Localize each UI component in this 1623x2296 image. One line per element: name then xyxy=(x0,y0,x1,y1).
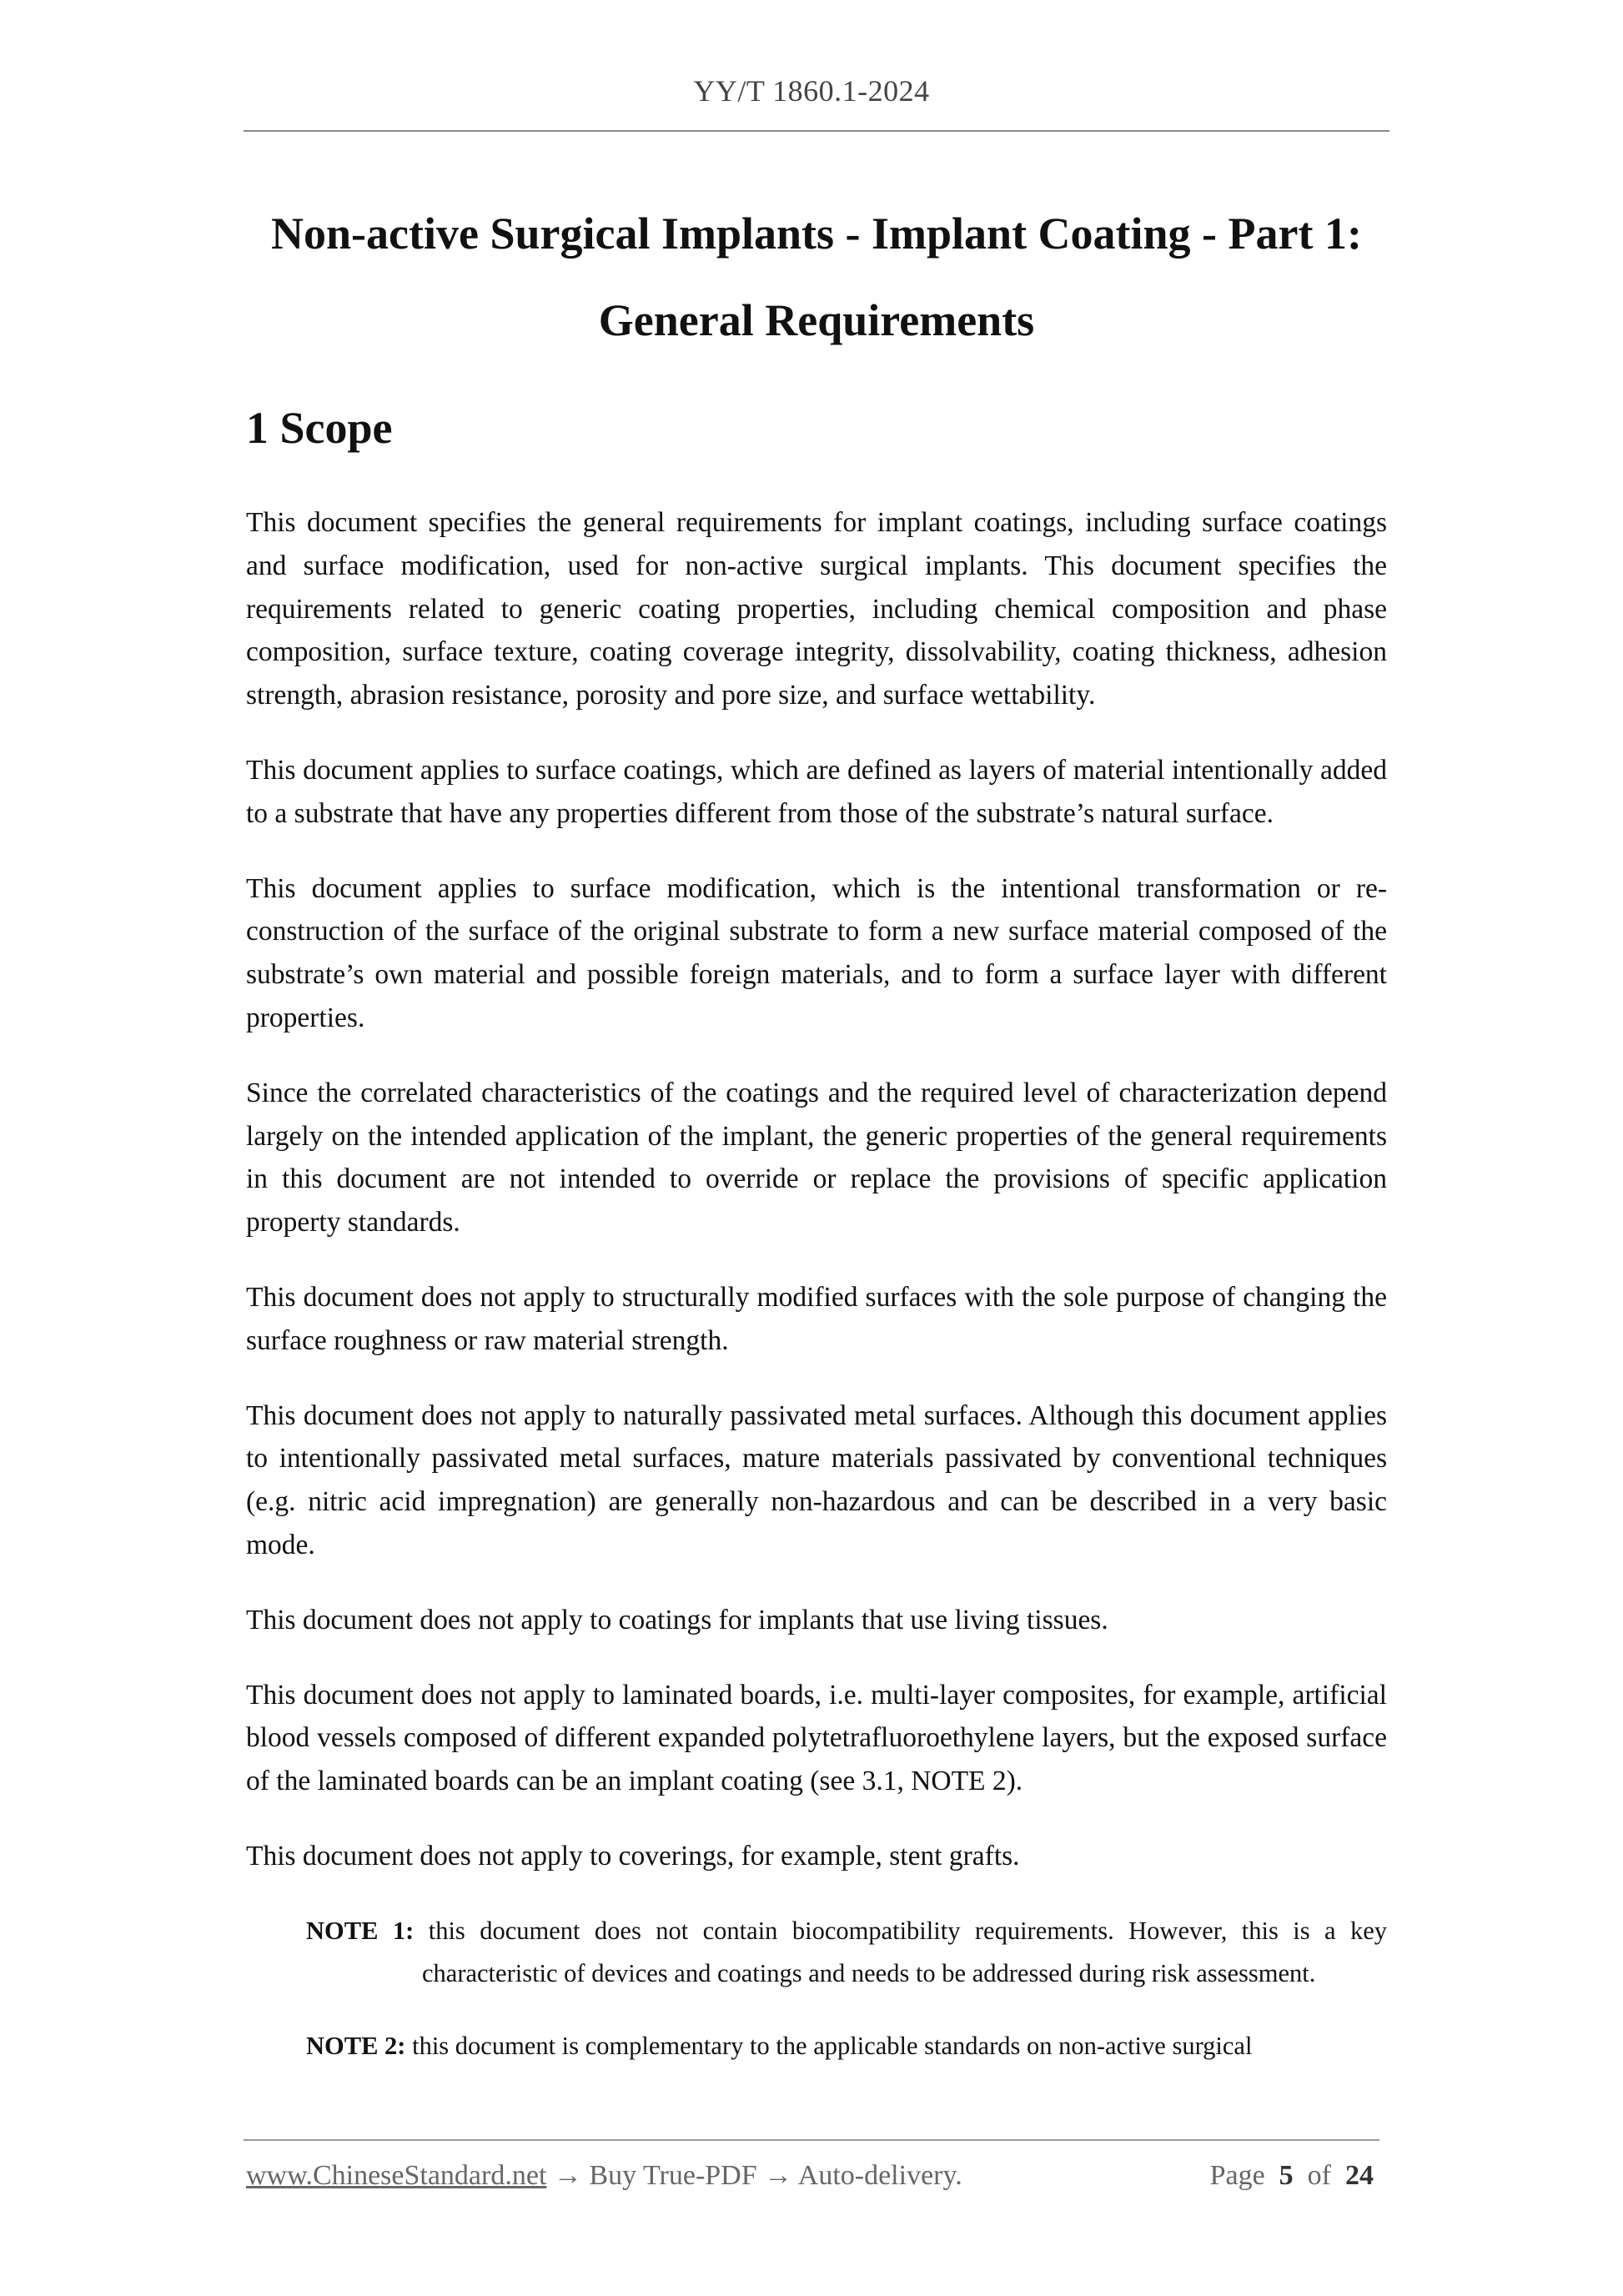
arrow-right-icon: → xyxy=(553,2160,582,2191)
document-title xyxy=(244,190,1389,364)
current-page-number: 5 xyxy=(1279,2160,1294,2191)
scope-paragraph: This document does not apply to laminated boards, i.e. multi-layer composites, for example, artificial blood vessels composed of different expanded polytetrafluoroethylene layers, but the exposed surface of the laminated boards can be an implant coating (see 3.1, NOTE 2). xyxy=(246,1679,1387,1797)
scope-paragraph: This document applies to surface coatings, which are defined as layers of material intentionally added to a substrate that have any properties different from those of the substrate’s natural surface. xyxy=(246,754,1387,829)
arrow-right-icon: → xyxy=(764,2160,793,2191)
scope-paragraph: This document does not apply to structurally modified surfaces with the sole purpose of changing the surface roughness or raw material strength. xyxy=(246,1281,1387,1356)
page-indicator xyxy=(1210,2160,1374,2192)
of-label: of xyxy=(1307,2160,1331,2191)
document-title-line-2: General Requirements xyxy=(598,295,1035,345)
auto-delivery-text: Auto-delivery. xyxy=(797,2160,962,2191)
note-1 xyxy=(246,1910,1387,1995)
note-2-label: NOTE 2: xyxy=(306,2031,406,2060)
scope-paragraph: This document does not apply to naturally passivated metal surfaces. Although this document applies to intentionally passivated metal surfaces, mature materials passivated by conventional techniques (e.g. nitric acid impregnation) are generally non-hazardous and can be described in a very basic mode. xyxy=(246,1399,1387,1560)
page-label: Page xyxy=(1209,2160,1265,2191)
scope-body xyxy=(246,501,1387,2098)
header-divider xyxy=(244,130,1389,132)
section-heading-scope: 1 Scope xyxy=(246,403,393,453)
note-2 xyxy=(246,2025,1387,2067)
buy-true-pdf-text: Buy True-PDF xyxy=(589,2160,757,2191)
document-title-line-1: Non-active Surgical Implants - Implant Coating - Part 1: xyxy=(271,208,1362,259)
scope-paragraph: Since the correlated characteristics of the coatings and the required level of characterization depend largely on the intended application of the implant, the generic properties of the general requirements in this document are not intended to override or replace the provisions of specific application property standards. xyxy=(246,1077,1387,1238)
total-pages-number: 24 xyxy=(1345,2160,1374,2191)
note-2-text: this document is complementary to the applicable standards on non-active surgical xyxy=(412,2031,1253,2060)
footer-promo xyxy=(246,2160,962,2192)
scope-paragraph: This document does not apply to coatings for implants that use living tissues. xyxy=(246,1604,1108,1635)
note-1-text: this document does not contain biocompatibility requirements. However, this is a key characteristic of devices and coatings and needs to be addressed during risk assessment. xyxy=(422,1916,1388,1987)
scope-paragraph: This document does not apply to coverings, for example, stent grafts. xyxy=(246,1840,1020,1871)
note-1-label: NOTE 1: xyxy=(306,1916,415,1945)
scope-paragraph: This document specifies the general requirements for implant coatings, including surface coatings and surface modification, used for non-active surgical implants. This document specifies the requirements related to generic coating properties, including chemical composition and phase composition, surface texture, coating coverage integrity, dissolvability, coating thickness, adhesion strength, abrasion resistance, porosity and pore size, and surface wettability. xyxy=(246,507,1387,711)
document-code-header: YY/T 1860.1-2024 xyxy=(693,74,930,108)
website-link[interactable]: www.ChineseStandard.net xyxy=(246,2160,547,2191)
footer-divider xyxy=(244,2139,1379,2141)
scope-paragraph: This document applies to surface modification, which is the intentional transformation or re-construction of the surface of the original substrate to form a new surface material composed of the substrate’s own material and possible foreign materials, and to form a surface layer with different properties. xyxy=(246,872,1387,1033)
